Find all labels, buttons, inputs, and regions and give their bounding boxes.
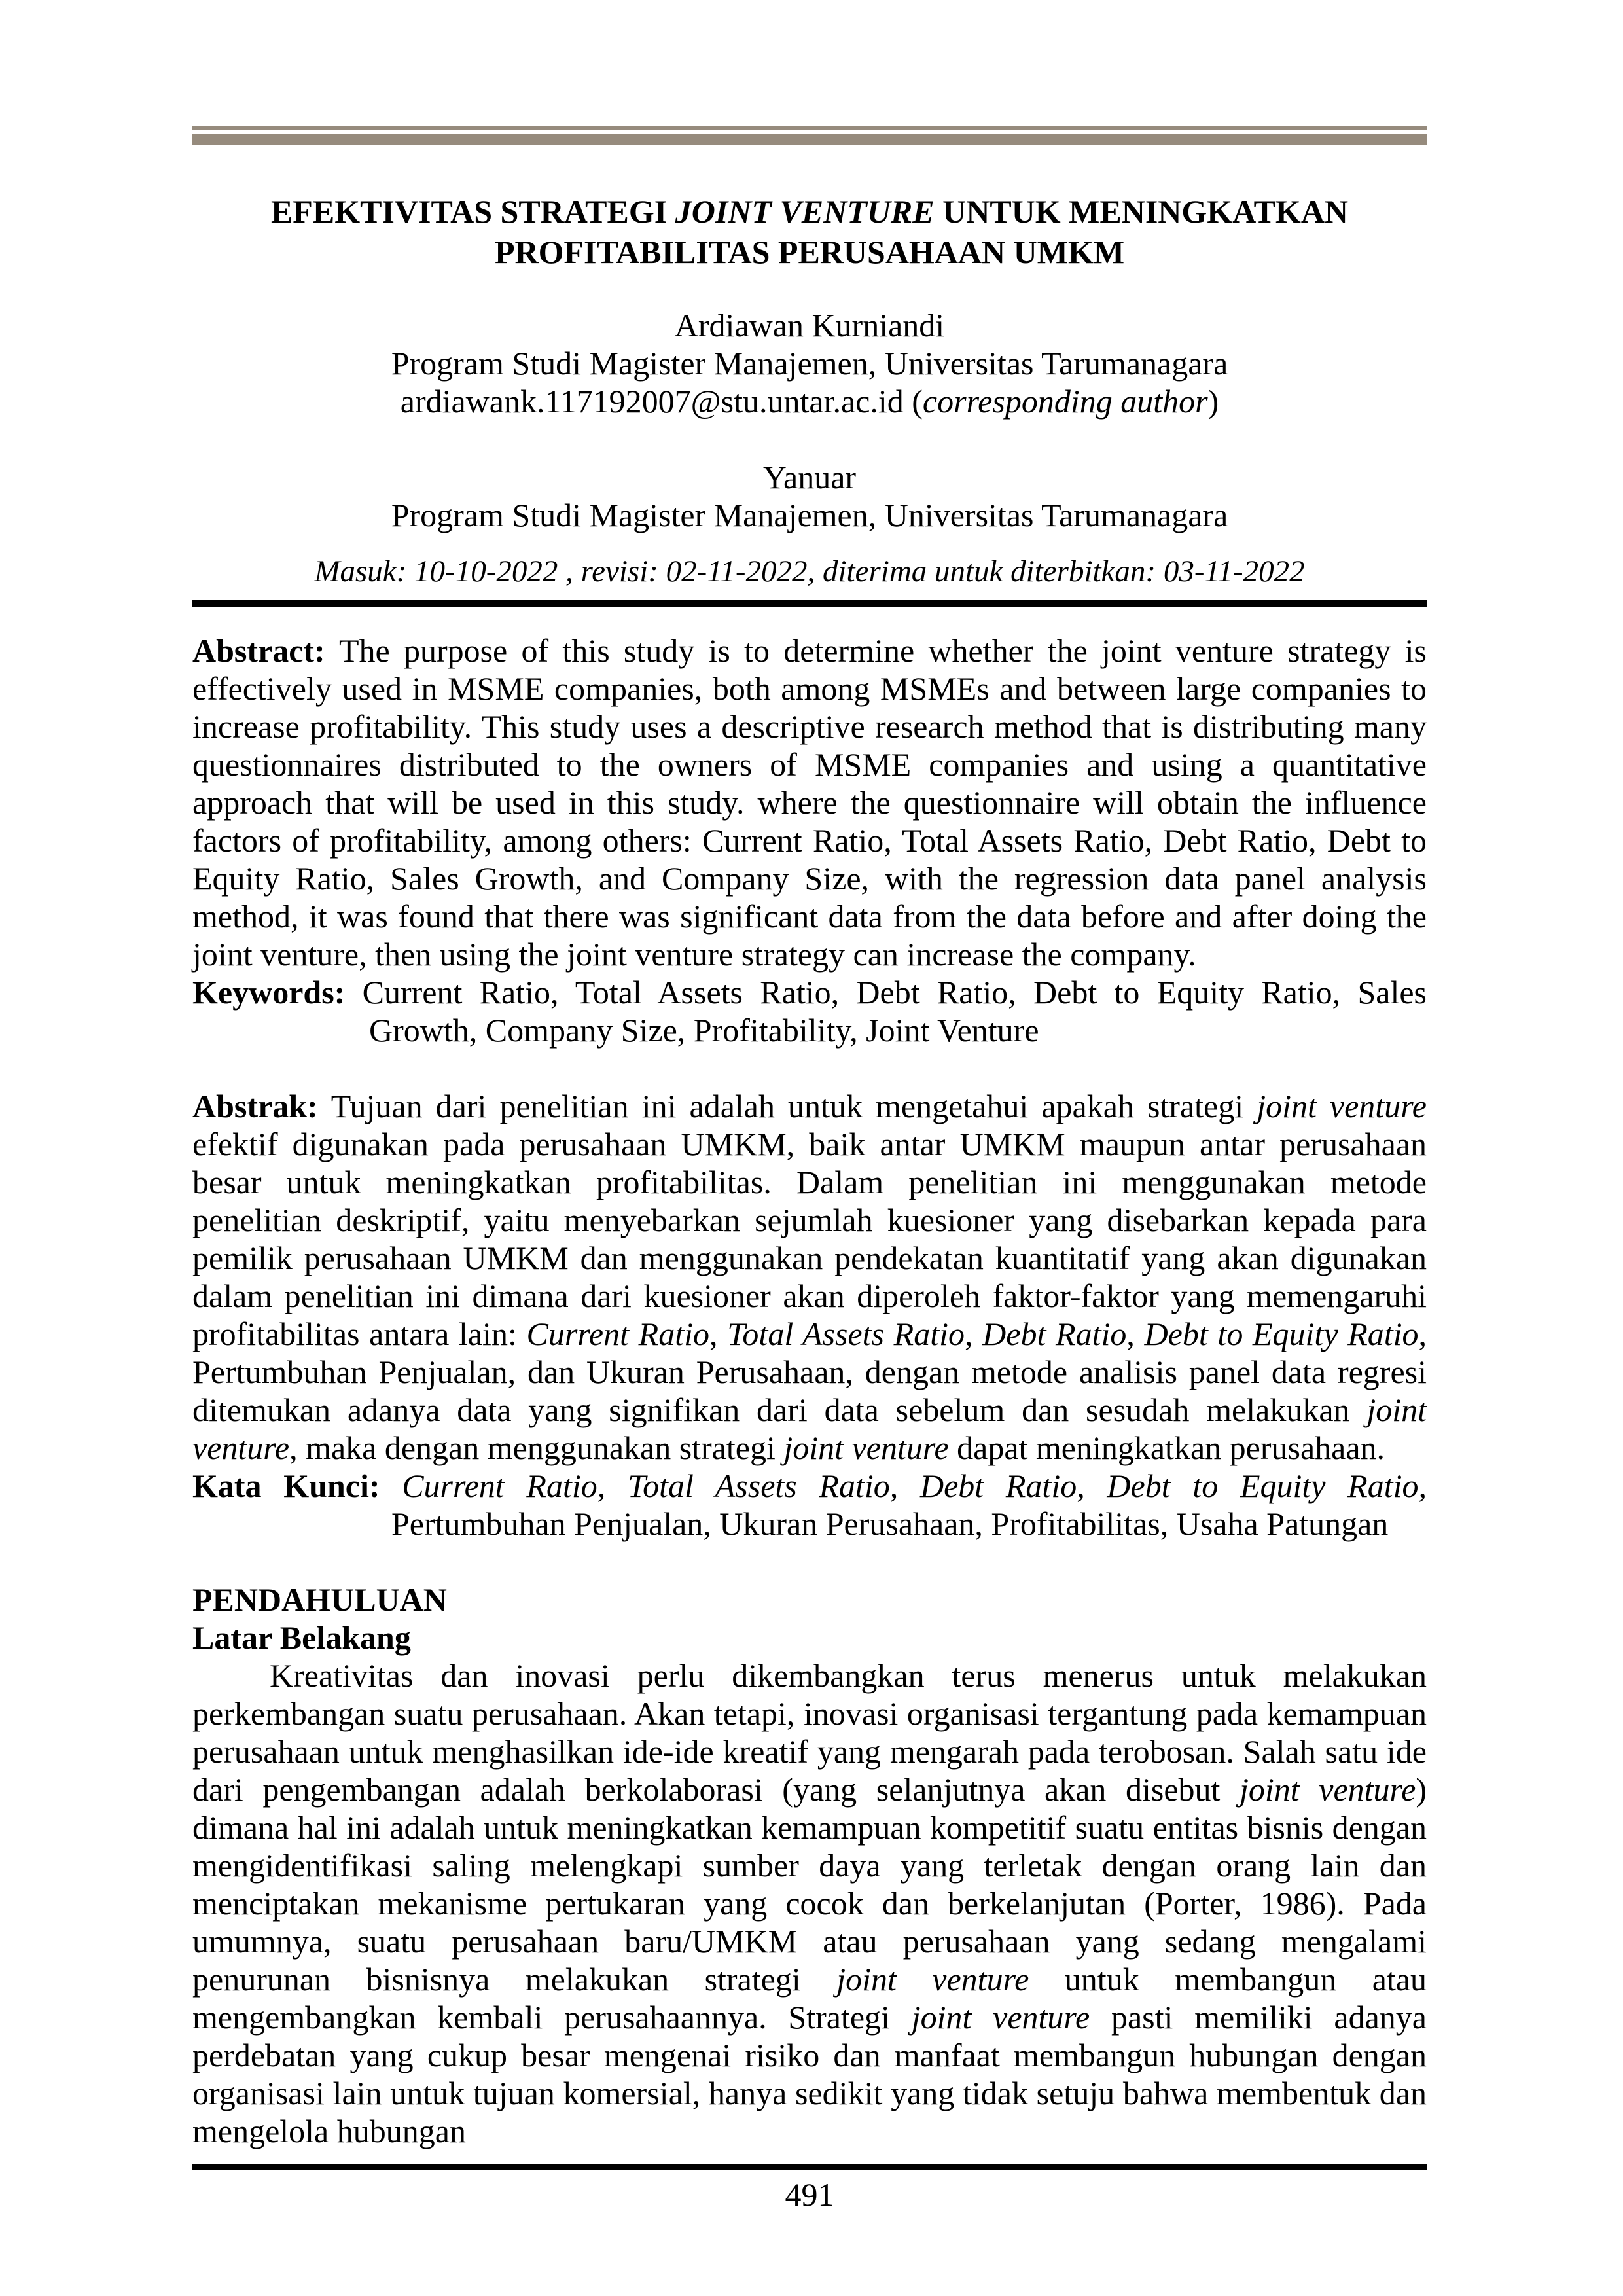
page-number: 491 [785, 2176, 834, 2213]
spacer [192, 420, 1427, 458]
text-segment: joint venture [1257, 1088, 1427, 1124]
text-segment: Kata Kunci: [192, 1467, 402, 1504]
text-segment: ) dimana hal ini adalah untuk meningkatkan kemampuan kompetitif suatu entitas bisnis dengan mengidentifikasi saling melengkapi sumber daya yang terletak dengan orang lain dan menciptakan mekanisme pertukaran yang cocok dan berkelanjutan (Porter, 1986). Pada umumnya, suatu perusahaan baru/UMKM atau perusahaan yang sedang mengalami penurunan bisnisnya melakukan strategi [192, 1771, 1427, 1998]
author2-affiliation: Program Studi Magister Manajemen, Universitas Tarumanagara [391, 497, 1228, 533]
submission-dates: Masuk: 10-10-2022 , revisi: 02-11-2022, diterima untuk diterbitkan: 03-11-2022 [314, 554, 1305, 588]
text-segment: Pertumbuhan Penjualan, Ukuran Perusahaan, Profitabilitas, Usaha Patungan [391, 1505, 1389, 1542]
text-segment: , Pertumbuhan Penjualan, dan Ukuran Perusahaan, dengan metode analisis panel data regresi ditemukan adanya data yang signifikan dari data sebelum dan sesudah melakukan [192, 1316, 1427, 1428]
text-segment: Tujuan dari penelitian ini adalah untuk mengetahui apakah strategi [330, 1088, 1257, 1124]
top-rule-thin [192, 126, 1427, 130]
keywords-en-paragraph [192, 973, 1427, 1049]
text-segment: Abstrak: [192, 1088, 331, 1124]
paper-title-line-1 [192, 191, 1427, 232]
author1-affiliation: Program Studi Magister Manajemen, Universitas Tarumanagara [391, 345, 1228, 382]
author1-name: Ardiawan Kurniandi [674, 307, 945, 344]
text-segment: , [964, 1316, 983, 1352]
text-segment: Debt Ratio [982, 1316, 1127, 1352]
text-segment: Current Ratio, Total Assets Ratio, Debt Ratio, Debt to Equity Ratio, [402, 1467, 1427, 1504]
title-text: EFEKTIVITAS STRATEGI [270, 193, 675, 230]
text-segment: joint venture [783, 1429, 949, 1466]
abstract-id-paragraph [192, 1087, 1427, 1467]
author-block-1 [192, 306, 1427, 420]
author2-name: Yanuar [762, 459, 857, 495]
keywords-id-paragraph [192, 1467, 1427, 1543]
text-segment: Current Ratio, Total Assets Ratio, Debt Ratio, Debt to Equity Ratio, Sales Growth, Company Size, Profitability, Joint Venture [362, 974, 1427, 1049]
text-segment: Current Ratio [526, 1316, 710, 1352]
corresponding-author-note: corresponding author [922, 383, 1208, 420]
text-segment: , [709, 1316, 728, 1352]
text-segment: , [1126, 1316, 1145, 1352]
text-segment: Debt to Equity Ratio [1144, 1316, 1419, 1352]
body-paragraph [192, 1657, 1427, 2150]
text-segment: efektif digunakan pada perusahaan UMKM, baik antar UMKM maupun antar perusahaan besar untuk meningkatkan profitabilitas. Dalam penelitian ini menggunakan metode penelitian deskriptif, yaitu menyebarkan sejumlah kuesioner yang disebarkan kepada para pemilik perusahaan UMKM dan menggunakan pendekatan kuantitatif yang akan digunakan dalam penelitian ini dimana dari kuesioner akan diperoleh faktor-faktor yang memengaruhi profitabilitas antara lain: [192, 1126, 1427, 1352]
text-segment: joint venture [192, 1391, 1427, 1466]
text-segment: untuk membangun atau mengembangkan kembali perusahaannya. Strategi [192, 1961, 1427, 2036]
text-segment: pasti memiliki adanya perdebatan yang cukup besar mengenai risiko dan manfaat membangun hubungan dengan organisasi lain untuk tujuan komersial, hanya sedikit yang tidak setuju bahwa membentuk dan mengelola hubungan [192, 1999, 1427, 2149]
text-segment: dapat meningkatkan perusahaan. [948, 1429, 1385, 1466]
author1-email-line [192, 382, 1427, 420]
text-segment: , maka dengan menggunakan strategi [289, 1429, 784, 1466]
spacer [192, 1543, 1427, 1581]
header-divider-rule [192, 600, 1427, 607]
top-rule-thick [192, 134, 1427, 145]
text-segment: joint venture [1240, 1771, 1416, 1808]
text-segment: joint venture [911, 1999, 1090, 2036]
section-heading-pendahuluan: PENDAHULUAN [192, 1581, 447, 1618]
author-block-2 [192, 458, 1427, 534]
author1-email-close: ) [1207, 383, 1219, 420]
paper-title [192, 191, 1427, 272]
subsection-heading-latar-belakang: Latar Belakang [192, 1619, 411, 1656]
title-italic-text: JOINT VENTURE [675, 193, 935, 230]
text-segment: Abstract: [192, 632, 339, 669]
text-segment: Total Assets Ratio [727, 1316, 965, 1352]
paper-title-line-2: PROFITABILITAS PERUSAHAAN UMKM [494, 234, 1125, 270]
text-segment: The purpose of this study is to determine whether the joint venture strategy is effectively used in MSME companies, both among MSMEs and between large companies to increase profitability. This study uses a descriptive research method that is distributing many questionnaires distributed to the owners of MSME companies and using a quantitative approach that will be used in this study. where the questionnaire will obtain the influence factors of profitability, among others: Current Ratio, Total Assets Ratio, Debt Ratio, Debt to Equity Ratio, Sales Growth, and Company Size, with the regression data panel analysis method, it was found that there was significant data from the data before and after doing the joint venture, then using the joint venture strategy can increase the company. [192, 632, 1427, 973]
text-segment: Keywords: [192, 974, 363, 1011]
author1-email: ardiawank.117192007@stu.untar.ac.id ( [400, 383, 923, 420]
text-segment: joint venture [836, 1961, 1029, 1998]
footer-divider-rule [192, 2164, 1427, 2170]
spacer [192, 1049, 1427, 1087]
page-content [192, 0, 1427, 2150]
text-segment: Kreativitas dan inovasi perlu dikembangkan terus menerus untuk melakukan perkembangan suatu perusahaan. Akan tetapi, inovasi organisasi tergantung pada kemampuan perusahaan untuk menghasilkan ide-ide kreatif yang mengarah pada terobosan. Salah satu ide dari pengembangan adalah berkolaborasi (yang selanjutnya akan disebut [192, 1657, 1427, 1808]
title-text: UNTUK MENINGKATKAN [934, 193, 1349, 230]
abstract-en-paragraph [192, 632, 1427, 973]
